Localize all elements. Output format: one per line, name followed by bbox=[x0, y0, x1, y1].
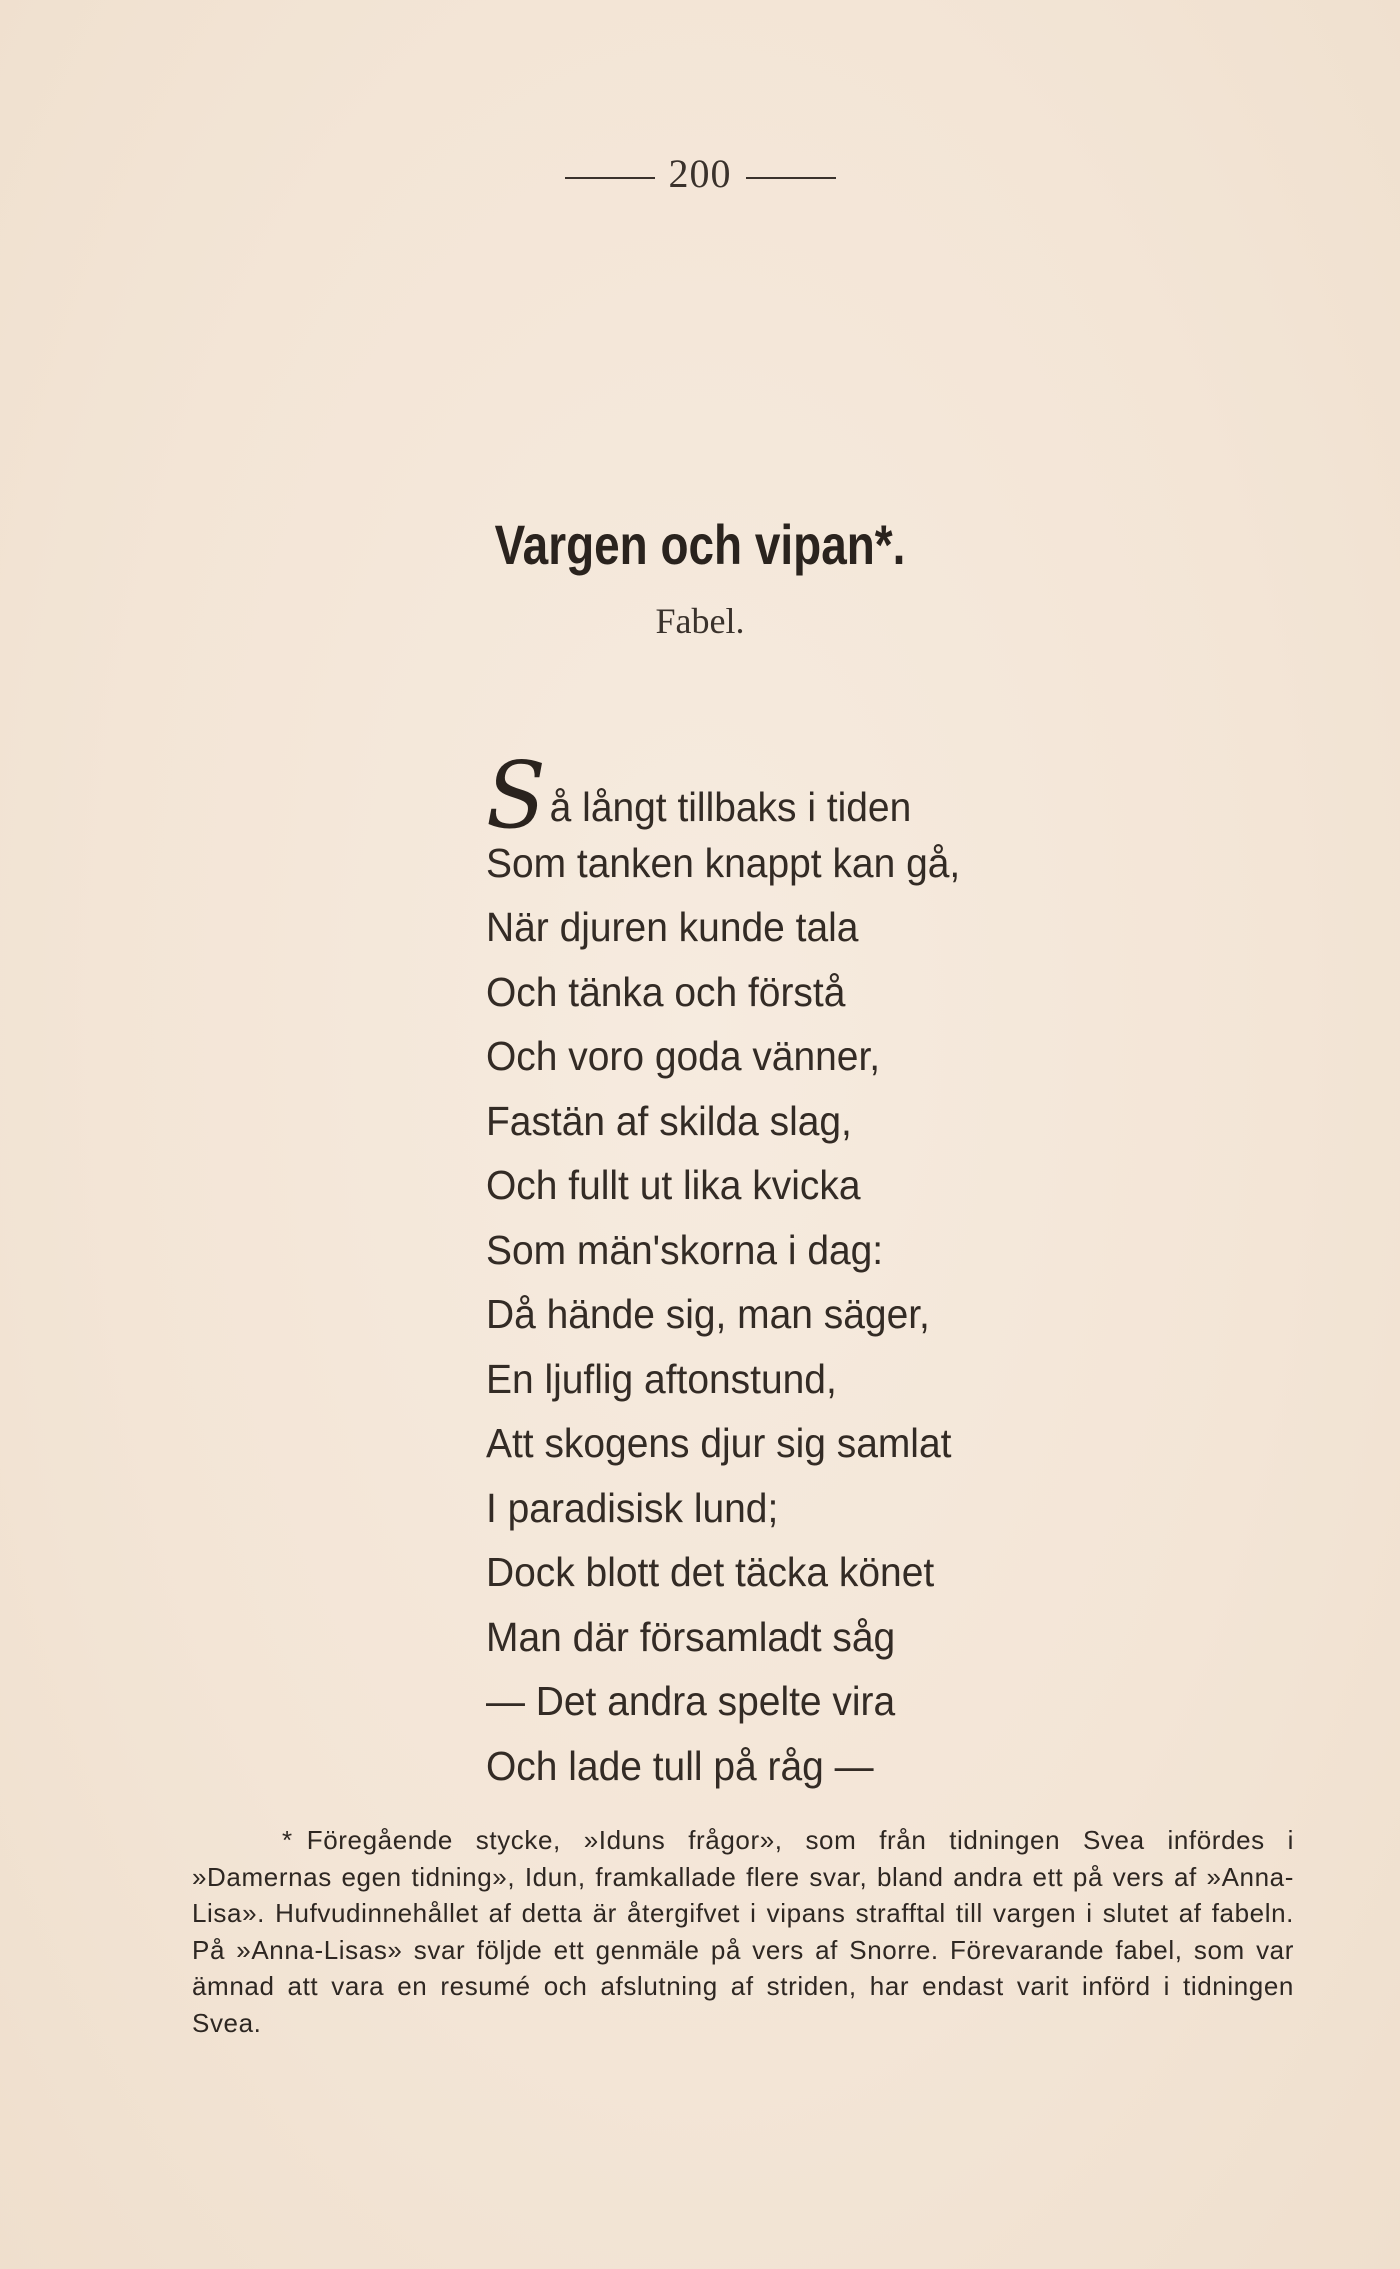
footnote-text: Föregående stycke, »Iduns frågor», som från tidningen Svea infördes i »Damernas egen tidning», Idun, framkallade flere svar, bland andra ett på vers af »Anna-Lisa». Hufvudinnehållet af detta är återgifvet i vipans strafftal till vargen i slutet af fabeln. På »Anna-Lisas» svar följde ett genmäle på vers af Snorre. Förevarande fabel, som var ämnad att vara en resumé och afslutning af striden, har endast varit införd i tidningen Svea. bbox=[192, 1825, 1294, 2038]
poem-line: Och tänka och förstå bbox=[486, 968, 846, 1015]
poem-line: I paradisisk lund; bbox=[486, 1484, 779, 1531]
header-rule-right bbox=[746, 177, 836, 179]
poem-line: Och fullt ut lika kvicka bbox=[486, 1162, 861, 1208]
page-header bbox=[0, 150, 1400, 197]
poem-line: Och voro goda vänner, bbox=[486, 1033, 881, 1079]
poem-line: Som tanken knappt kan gå, bbox=[486, 839, 961, 886]
poem-line: Då hände sig, man säger, bbox=[486, 1291, 930, 1337]
header-rule-left bbox=[565, 177, 655, 179]
poem-line: Så långt tillbaks i tiden bbox=[486, 742, 912, 849]
poem-line: Och lade tull på råg — bbox=[486, 1742, 874, 1789]
poem-line: — Det andra spelte vira bbox=[486, 1678, 896, 1724]
poem-line: Som män'skorna i dag: bbox=[486, 1226, 884, 1273]
poem-line: När djuren kunde tala bbox=[486, 904, 859, 950]
poem-line: En ljuflig aftonstund, bbox=[486, 1355, 837, 1402]
poem-subtitle: Fabel. bbox=[655, 601, 745, 641]
decorative-initial: S bbox=[486, 742, 546, 849]
poem-line: Man där församladt såg bbox=[486, 1613, 896, 1660]
footnote bbox=[192, 1822, 1294, 2041]
poem-line: Fastän af skilda slag, bbox=[486, 1097, 852, 1144]
poem-line: Att skogens djur sig samlat bbox=[486, 1420, 952, 1466]
poem-line: Dock blott det täcka könet bbox=[486, 1549, 935, 1595]
page-number: 200 bbox=[668, 151, 732, 196]
footnote-marker: * bbox=[282, 1825, 293, 1855]
poem-body bbox=[486, 742, 1186, 1798]
poem-title: Vargen och vipan*. bbox=[494, 513, 906, 576]
